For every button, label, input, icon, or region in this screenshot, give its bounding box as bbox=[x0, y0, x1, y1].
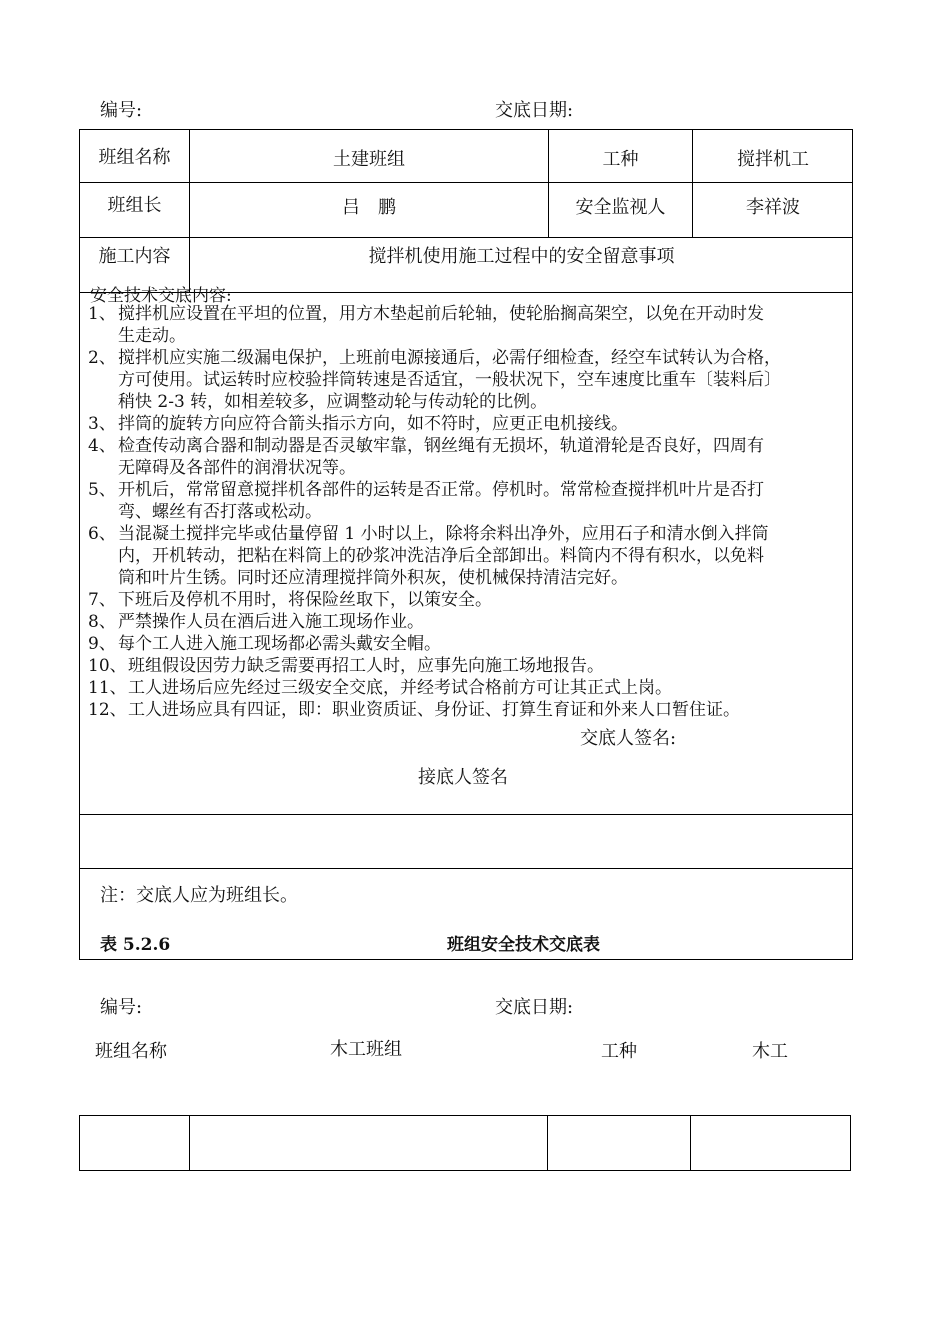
work-type-value-2: 木工 bbox=[752, 1041, 788, 1062]
table-rule bbox=[79, 182, 853, 183]
date-label: 交底日期: bbox=[495, 100, 574, 121]
blank-table-row bbox=[79, 1115, 851, 1171]
item-number: 8、 bbox=[88, 612, 116, 632]
item-number: 1、 bbox=[88, 304, 116, 324]
list-item bbox=[88, 435, 853, 479]
item-text: 工人进场后应先经过三级安全交底，并经考试合格前方可让其正式上岗。 bbox=[128, 678, 672, 698]
work-type-label-2: 工种 bbox=[601, 1041, 637, 1062]
number-label-2: 编号: bbox=[100, 997, 143, 1018]
item-number: 6、 bbox=[88, 524, 116, 544]
list-item bbox=[88, 611, 853, 633]
item-number: 12、 bbox=[88, 700, 127, 720]
list-item bbox=[88, 677, 853, 699]
item-text: 开机后，常常留意搅拌机各部件的运转是否正常。停机时。常常检查搅拌机叶片是否打 弯、螺丝有否打落或松动。 bbox=[118, 480, 764, 522]
table-rule bbox=[690, 1115, 691, 1171]
item-text: 班组假设因劳力缺乏需要再招工人时，应事先向施工场地报告。 bbox=[128, 656, 604, 676]
safety-monitor-value: 李祥波 bbox=[746, 197, 800, 218]
item-number: 10、 bbox=[88, 656, 127, 676]
item-text: 当混凝土搅拌完毕或估量停留 1 小时以上，除将余料出净外，应用石子和清水倒入拌筒 内，开机转动，把粘在料筒上的砂浆冲洗洁净后全部卸出。料筒内不得有积水，以免料 筒和叶片生锈。同时还应清理搅拌筒外积灰，使机械保持清洁完好。 bbox=[118, 524, 769, 588]
work-type-value: 搅拌机工 bbox=[737, 149, 809, 170]
item-number: 11、 bbox=[88, 678, 127, 698]
team-name-value: 土建班组 bbox=[333, 149, 405, 170]
number-label: 编号: bbox=[100, 100, 143, 121]
list-item bbox=[88, 413, 853, 435]
item-text: 工人进场应具有四证，即：职业资质证、身份证、打算生育证和外来人口暂住证。 bbox=[128, 700, 740, 720]
item-text: 每个工人进入施工现场都必需头戴安全帽。 bbox=[118, 634, 441, 654]
table-rule bbox=[189, 1115, 190, 1171]
table-title: 班组安全技术交底表 bbox=[447, 935, 600, 955]
table-rule bbox=[547, 1115, 548, 1171]
list-item bbox=[88, 589, 853, 611]
team-name-value-2: 木工班组 bbox=[330, 1039, 402, 1060]
receiver-signature-label: 接底人签名 bbox=[418, 767, 508, 788]
list-item bbox=[88, 699, 853, 721]
item-number: 5、 bbox=[88, 480, 116, 500]
table-number: 表 5.2.6 bbox=[100, 935, 171, 955]
content-label: 施工内容 bbox=[98, 246, 171, 267]
item-text: 下班后及停机不用时，将保险丝取下，以策安全。 bbox=[118, 590, 492, 610]
note-text: 注：交底人应为班组长。 bbox=[100, 885, 298, 906]
item-text: 搅拌机应设置在平坦的位置，用方木垫起前后轮轴，使轮胎搁高架空，以免在开动时发 生走动。 bbox=[118, 304, 764, 346]
item-text: 搅拌机应实施二级漏电保护，上班前电源接通后，必需仔细检查，经空车试转认为合格， 方可使用。试运转时应校验拌筒转速是否适宜，一般状况下，空车速度比重车〔装料后〕 稍快 2-3 转，如相差较多，应调整动轮与传动轮的比例。 bbox=[118, 348, 781, 412]
table-rule bbox=[79, 814, 853, 815]
safety-content-title: 安全技术交底内容: bbox=[90, 286, 232, 306]
team-name-label-2: 班组名称 bbox=[95, 1041, 167, 1062]
table-rule bbox=[79, 868, 853, 869]
list-item bbox=[88, 303, 853, 347]
date-label-2: 交底日期: bbox=[495, 997, 574, 1018]
list-item bbox=[88, 633, 853, 655]
table-rule bbox=[79, 237, 853, 238]
content-value: 搅拌机使用施工过程中的安全留意事项 bbox=[368, 246, 675, 267]
item-text: 严禁操作人员在酒后进入施工现场作业。 bbox=[118, 612, 424, 632]
item-number: 7、 bbox=[88, 590, 116, 610]
item-text: 拌筒的旋转方向应符合箭头指示方向，如不符时，应更正电机接线。 bbox=[118, 414, 628, 434]
team-leader-label: 班组长 bbox=[107, 195, 162, 216]
list-item bbox=[88, 479, 853, 523]
safety-monitor-label: 安全监视人 bbox=[575, 197, 666, 218]
team-leader-value: 吕 鹏 bbox=[342, 197, 396, 218]
list-item bbox=[88, 655, 853, 677]
list-item bbox=[88, 523, 853, 589]
list-item bbox=[88, 347, 853, 413]
item-text: 检查传动离合器和制动器是否灵敏牢靠，钢丝绳有无损坏，轨道滑轮是否良好，四周有 无障碍及各部件的润滑状况等。 bbox=[118, 436, 764, 478]
item-number: 4、 bbox=[88, 436, 116, 456]
safety-item-list bbox=[88, 303, 853, 721]
item-number: 9、 bbox=[88, 634, 116, 654]
team-name-label: 班组名称 bbox=[98, 147, 171, 168]
work-type-label: 工种 bbox=[602, 149, 639, 170]
presenter-signature-label: 交底人签名: bbox=[580, 728, 677, 749]
item-number: 2、 bbox=[88, 348, 116, 368]
item-number: 3、 bbox=[88, 414, 116, 434]
